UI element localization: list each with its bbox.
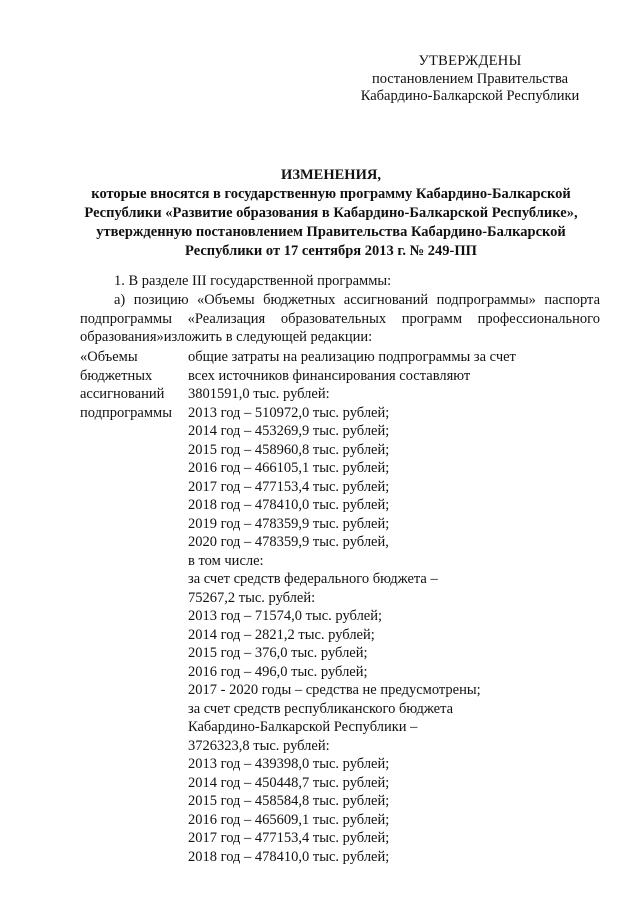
- passport-label-line: «Объемы: [80, 349, 138, 365]
- passport-value-line: 2017 год – 477153,4 тыс. рублей;: [188, 478, 390, 495]
- passport-label: [80, 348, 184, 422]
- passport-label-line: ассигнований: [80, 386, 165, 402]
- passport-value-line: 75267,2 тыс. рублей:: [188, 589, 316, 606]
- title-line-1: ИЗМЕНЕНИЯ,: [281, 167, 381, 183]
- intro-paragraph-2: а) позицию «Объемы бюджетных ассигнований подпрограммы» паспорта подпрограммы «Реализация образовательных программ профессионального образования»изложить в следующей редакции:: [80, 291, 600, 346]
- passport-value-line: 2019 год – 478359,9 тыс. рублей;: [188, 515, 390, 532]
- document-title: [62, 166, 600, 261]
- approval-line-2: постановлением Правительства: [371, 70, 569, 87]
- passport-value-line: 2015 год – 458960,8 тыс. рублей;: [188, 441, 390, 458]
- intro-paragraph-1: 1. В разделе III государственной программы:: [114, 273, 392, 289]
- passport-value-line: 2018 год – 478410,0 тыс. рублей;: [188, 497, 390, 513]
- passport-value-line: 3801591,0 тыс. рублей:: [188, 386, 330, 402]
- passport-value-line: 2013 год – 439398,0 тыс. рублей;: [188, 756, 390, 772]
- passport-values: [188, 348, 598, 866]
- passport-value-line: 2020 год – 478359,9 тыс. рублей,: [188, 534, 389, 550]
- passport-value-line: за счет средств федерального бюджета –: [188, 571, 438, 587]
- approval-line-3: Кабардино-Балкарской Республики: [360, 88, 580, 104]
- passport-value-line: 2016 год – 496,0 тыс. рублей;: [188, 663, 368, 680]
- title-line-4: утвержденную постановлением Правительства Кабардино-Балкарской: [96, 224, 566, 240]
- title-line-2: которые вносятся в государственную программу Кабардино-Балкарской: [91, 186, 571, 202]
- approval-stamp: [340, 53, 600, 106]
- passport-value-line: всех источников финансирования составляют: [188, 367, 471, 384]
- passport-value-line: 2014 год – 450448,7 тыс. рублей;: [188, 774, 390, 791]
- passport-label-line: подпрограммы: [80, 404, 172, 421]
- passport-value-line: 2013 год – 510972,0 тыс. рублей;: [188, 404, 390, 421]
- passport-value-line: 2015 год – 376,0 тыс. рублей;: [188, 645, 368, 661]
- passport-value-line: 2017 год – 477153,4 тыс. рублей;: [188, 830, 390, 846]
- passport-value-line: 2018 год – 478410,0 тыс. рублей;: [188, 848, 390, 865]
- title-line-5: Республики от 17 сентября 2013 г. № 249-ПП: [185, 243, 477, 259]
- passport-value-line: 2016 год – 465609,1 тыс. рублей;: [188, 811, 390, 828]
- passport-value-line: Кабардино-Балкарской Республики –: [188, 719, 418, 735]
- passport-value-line: 2014 год – 453269,9 тыс. рублей;: [188, 423, 390, 439]
- passport-value-line: 2014 год – 2821,2 тыс. рублей;: [188, 626, 375, 643]
- passport-value-line: 3726323,8 тыс. рублей:: [188, 737, 330, 754]
- approval-heading: УТВЕРЖДЕНЫ: [418, 53, 522, 69]
- passport-value-line: 2013 год – 71574,0 тыс. рублей;: [188, 608, 383, 624]
- passport-value-line: общие затраты на реализацию подпрограммы за счет: [188, 349, 516, 365]
- passport-value-line: 2017 - 2020 годы – средства не предусмотрены;: [188, 682, 481, 698]
- passport-value-line: 2015 год – 458584,8 тыс. рублей;: [188, 793, 390, 809]
- intro-section: [80, 272, 600, 347]
- title-line-3: Республики «Развитие образования в Кабардино-Балкарской Республике»,: [84, 205, 578, 221]
- passport-value-line: за счет средств республиканского бюджета: [188, 700, 454, 717]
- passport-label-line: бюджетных: [80, 367, 153, 384]
- passport-value-line: 2016 год – 466105,1 тыс. рублей;: [188, 460, 390, 476]
- passport-value-line: в том числе:: [188, 552, 264, 569]
